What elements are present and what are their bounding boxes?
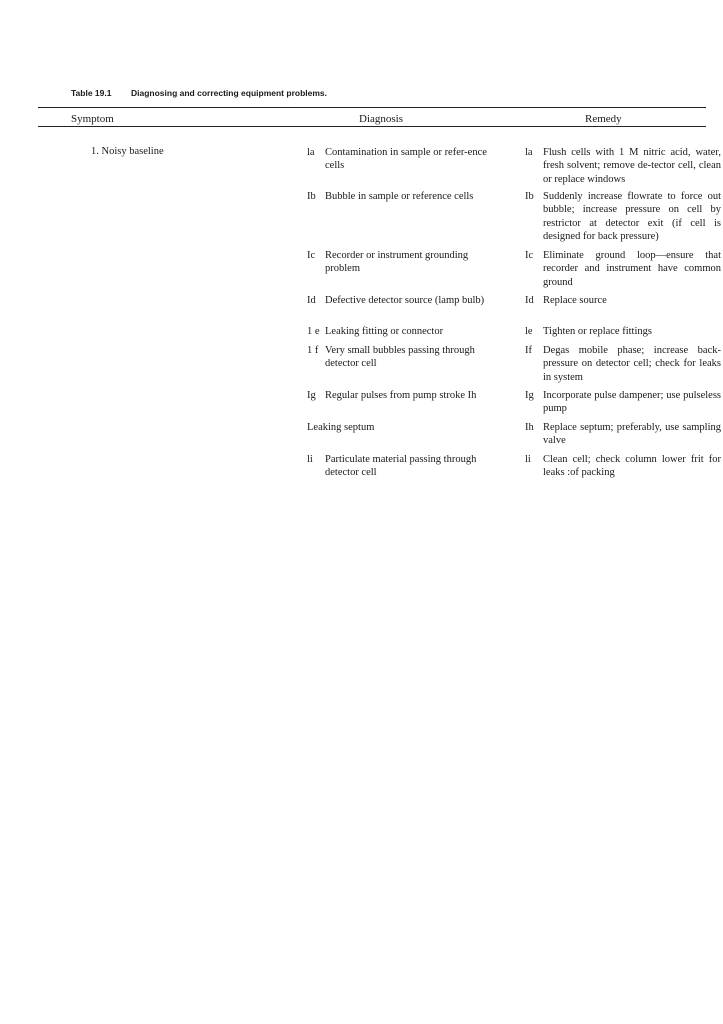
remedy-code: If <box>525 345 532 356</box>
table-number: Table 19.1 <box>71 88 112 98</box>
remedy-cell <box>525 344 721 384</box>
remedy-text: Replace source <box>543 295 607 306</box>
remedy-cell <box>525 421 721 448</box>
diagnosis-text: Contamination in sample or refer-ence cells <box>325 147 487 172</box>
remedy-code: Id <box>525 295 534 306</box>
diagnosis-text: Regular pulses from pump stroke Ih <box>325 390 477 401</box>
remedy-code: Ig <box>525 390 534 401</box>
diagnosis-text: Particulate material passing through detector cell <box>325 454 477 479</box>
diagnosis-code: li <box>307 454 313 465</box>
diagnosis-code: Id <box>307 295 316 306</box>
diagnosis-code: 1 e <box>307 326 320 337</box>
diagnosis-text: Leaking fitting or connector <box>325 326 444 337</box>
diagnosis-cell <box>307 389 505 402</box>
remedy-text: Replace septum; preferably, use sampling valve <box>543 422 721 447</box>
remedy-cell <box>525 294 721 307</box>
header-rule <box>38 126 706 127</box>
diagnosis-code: Ib <box>307 191 316 202</box>
remedy-code: Ib <box>525 191 534 202</box>
remedy-cell <box>525 190 721 244</box>
diagnosis-code: Ic <box>307 250 316 261</box>
remedy-cell <box>525 325 721 338</box>
column-header-diagnosis: Diagnosis <box>359 113 403 125</box>
diagnosis-code: la <box>307 147 315 158</box>
diagnosis-text: Very small bubbles passing through detector cell <box>325 345 475 370</box>
diagnosis-code: Ig <box>307 390 316 401</box>
remedy-cell <box>525 453 721 480</box>
diagnosis-cell <box>307 325 505 338</box>
remedy-code: la <box>525 147 533 158</box>
remedy-text: Eliminate ground loop—ensure that recorder and instrument have common ground <box>543 250 721 288</box>
remedy-text: Tighten or replace fittings <box>543 326 652 337</box>
remedy-code: Ih <box>525 422 534 433</box>
diagnosis-code: 1 f <box>307 345 319 356</box>
diagnosis-text: Leaking septum <box>307 422 375 433</box>
diagnosis-text: Defective detector source (lamp bulb) <box>325 295 485 306</box>
remedy-cell <box>525 389 721 416</box>
column-header-remedy: Remedy <box>585 113 622 125</box>
remedy-text: Clean cell; check column lower frit for leaks :of packing <box>543 454 721 479</box>
table-top-rule <box>38 107 706 108</box>
diagnosis-cell <box>307 146 505 173</box>
diagnosis-cell <box>307 344 505 371</box>
diagnosis-cell <box>307 249 505 276</box>
remedy-code: li <box>525 454 531 465</box>
remedy-text: Suddenly increase flowrate to force out bubble; increase pressure on cell by restrictor at detector exit (if cell is designed for back pressure) <box>543 191 721 243</box>
remedy-cell <box>525 146 721 186</box>
column-header-symptom: Symptom <box>71 113 114 125</box>
diagnosis-text: Bubble in sample or reference cells <box>325 191 474 202</box>
diagnosis-cell <box>307 294 505 307</box>
remedy-text: Incorporate pulse dampener; use pulseless pump <box>543 390 721 415</box>
remedy-code: le <box>525 326 533 337</box>
remedy-code: Ic <box>525 250 534 261</box>
table-title: Diagnosing and correcting equipment problems. <box>131 88 327 98</box>
remedy-text: Flush cells with 1 M nitric acid, water, fresh solvent; remove de-tector cell, clean or replace windows <box>543 147 721 185</box>
remedy-text: Degas mobile phase; increase back-pressure on detector cell; check for leaks in system <box>543 345 721 383</box>
diagnosis-cell <box>307 453 505 480</box>
table-caption <box>71 88 327 98</box>
remedy-cell <box>525 249 721 289</box>
symptom-cell: 1. Noisy baseline <box>91 146 164 157</box>
diagnosis-cell <box>307 421 505 434</box>
diagnosis-text: Recorder or instrument grounding problem <box>325 250 469 275</box>
diagnosis-cell <box>307 190 505 203</box>
